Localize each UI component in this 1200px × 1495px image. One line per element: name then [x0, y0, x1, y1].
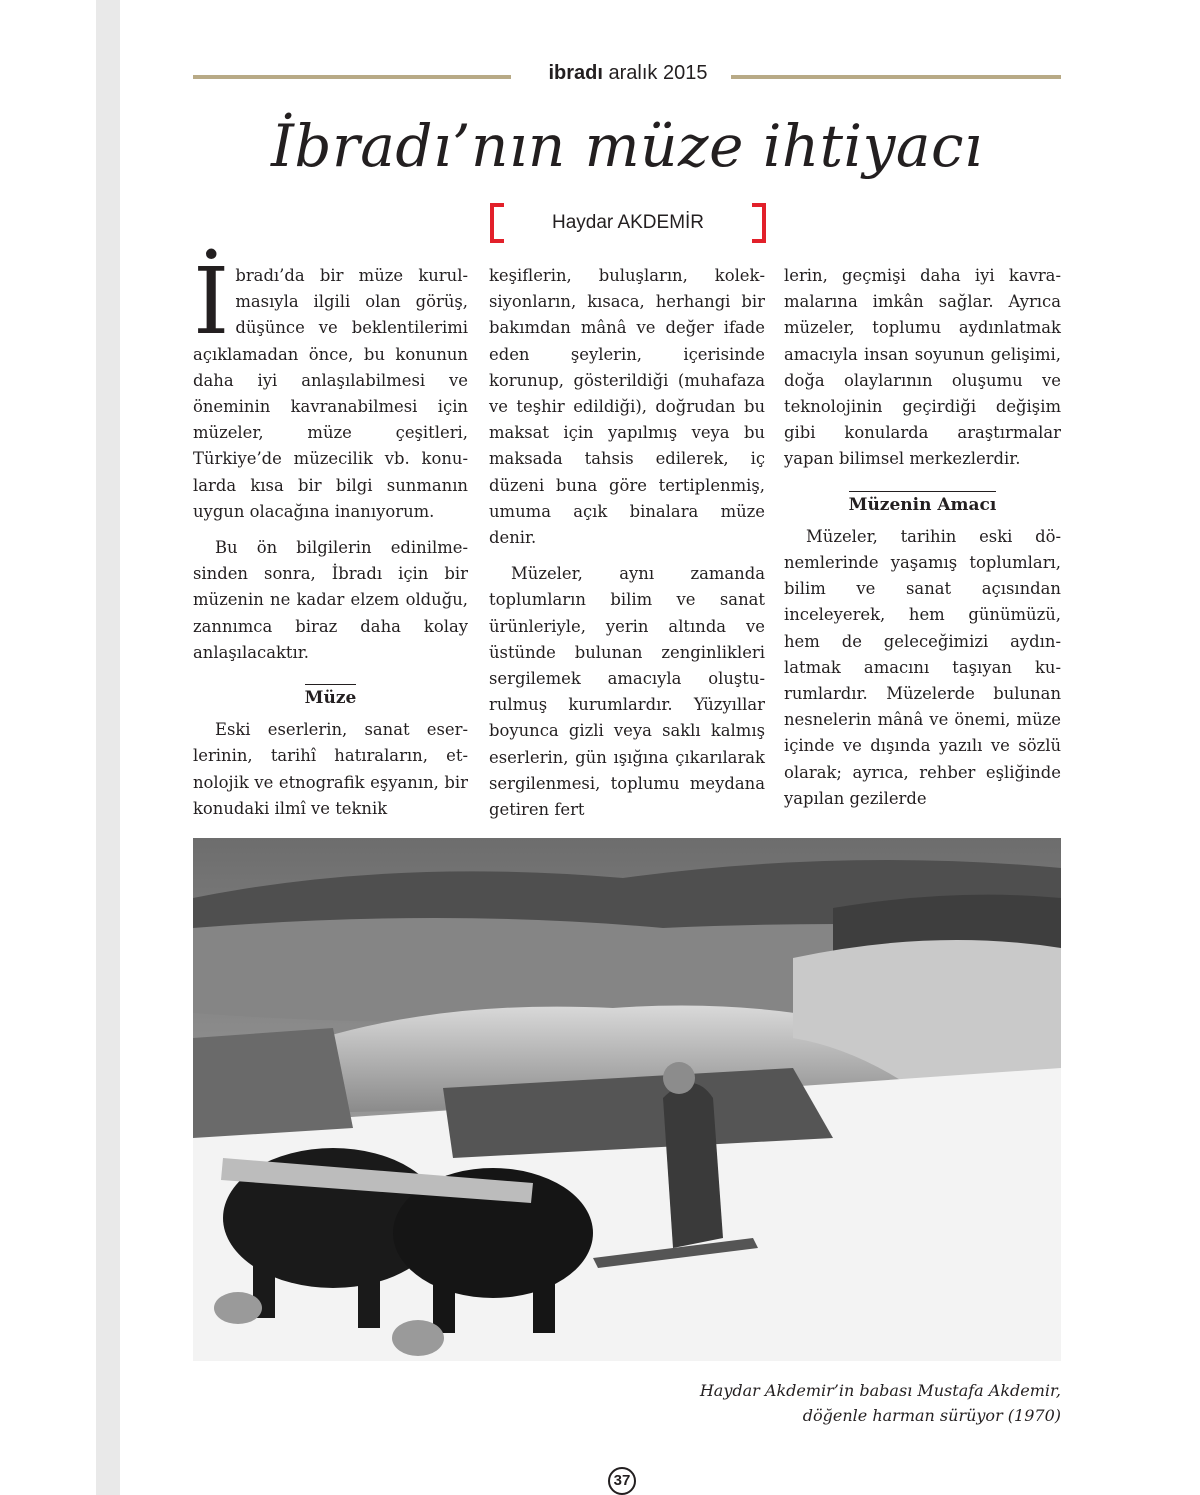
header-text — [523, 62, 733, 85]
section-heading-text: Müze — [305, 684, 357, 709]
paragraph: keşiflerin, buluşların, koleksiyonların, kısaca, herhangi bir bakımdan mânâ ve değer ifade eden şeylerin, içerisinde korunup, gösterildiği (muhafaza ve teşhir edildiği), doğrudan bu maksat için yapılmış veya bu maksada tahsis edilerek, iç düzeni buna göre tertiplenmiş, umuma açık binalara müze denir. — [489, 266, 765, 548]
paragraph: Müzeler, tarihin eski dönemlerinde yaşamış toplumları, bilim ve sanat açısından inceleyerek, hem günümüzü, hem de geleceğimizi aydınlatmak amacını taşıyan kurumlardır. Müzelerde bulunan nesnelerin mânâ ve önemi, müze içinde ve dışında yazılı ve sözlü olarak; ayrıca, rehber eşliğinde yapılan gezilerde — [784, 526, 1061, 808]
header-brand: ibradı — [548, 62, 603, 84]
page-number: 37 — [608, 1467, 636, 1495]
oxen-threshing-photo — [193, 838, 1061, 1361]
header-rule-left — [193, 75, 511, 79]
text-column-1 — [193, 248, 468, 822]
article-photo — [193, 838, 1061, 1361]
running-header — [193, 62, 1061, 88]
author-byline — [490, 203, 766, 245]
paragraph: Bu ön bilgilerin edinilmesinden sonra, İbradı için bir müzenin ne kadar elzem olduğu, zannımca biraz daha kolay anlaşılacaktır. — [193, 538, 468, 662]
paragraph-text: bradı’da bir müze kurulmasıyla ilgili olan görüş, düşünce ve beklentilerimi açıklamadan önce, bu konunun daha iyi anlaşılabilmesi ve öneminin kavranabilmesi için müzeler, müze çeşitleri, Türkiye’de müzecilik vb. konularda kısa bir bilgi sunmanın uygun olacağına inanıyorum. — [193, 266, 468, 521]
caption-line: Haydar Akdemir’in babası Mustafa Akdemir, — [699, 1381, 1061, 1400]
header-rule-right — [731, 75, 1061, 79]
paragraph: Müzeler, aynı zamanda toplumların bilim ve sanat ürünleriyle, yerin altında ve üstünde bulunan zenginlikleri sergilemek amacıyla oluşturulmuş kurumlardır. Yüzyıllar boyunca gizli veya saklı kalmış eserlerin, gün ışığına çıkarılarak sergilenmesi, toplumu meydana getiren fert — [489, 564, 765, 820]
drop-cap: İ — [193, 248, 230, 355]
binding-strip — [96, 0, 120, 1495]
text-column-3 — [784, 263, 1061, 812]
author-name: Haydar AKDEMİR — [551, 212, 705, 233]
bracket-right-icon — [752, 203, 766, 243]
article-title: İbradı’nın müze ihtiyacı — [271, 112, 983, 180]
text-column-2 — [489, 263, 765, 823]
paragraph: lerin, geçmişi daha iyi kavramalarına imkân sağlar. Ayrıca müzeler, toplumu aydınlatmak amacıyla insan soyunun gelişimi, doğa olaylarının oluşumu ve teknolojinin geçirdiği değişim gibi konularda araştırmalar yapan bilimsel merkezlerdir. — [784, 266, 1061, 469]
section-heading-text: Müzenin Amacı — [849, 491, 997, 516]
section-heading-muzenin-amaci — [784, 491, 1061, 518]
caption-line: döğenle harman sürüyor (1970) — [802, 1406, 1061, 1425]
paragraph: Eski eserlerin, sanat eserlerinin, tarihî hatıraların, etnolojik ve etnografik eşyanın, bir konudaki ilmî ve teknik — [193, 720, 468, 818]
photo-caption — [700, 1378, 1061, 1428]
page-margin — [0, 0, 96, 1495]
section-heading-muze — [193, 684, 468, 711]
header-issue: aralık 2015 — [608, 62, 708, 84]
paragraph — [193, 248, 468, 525]
